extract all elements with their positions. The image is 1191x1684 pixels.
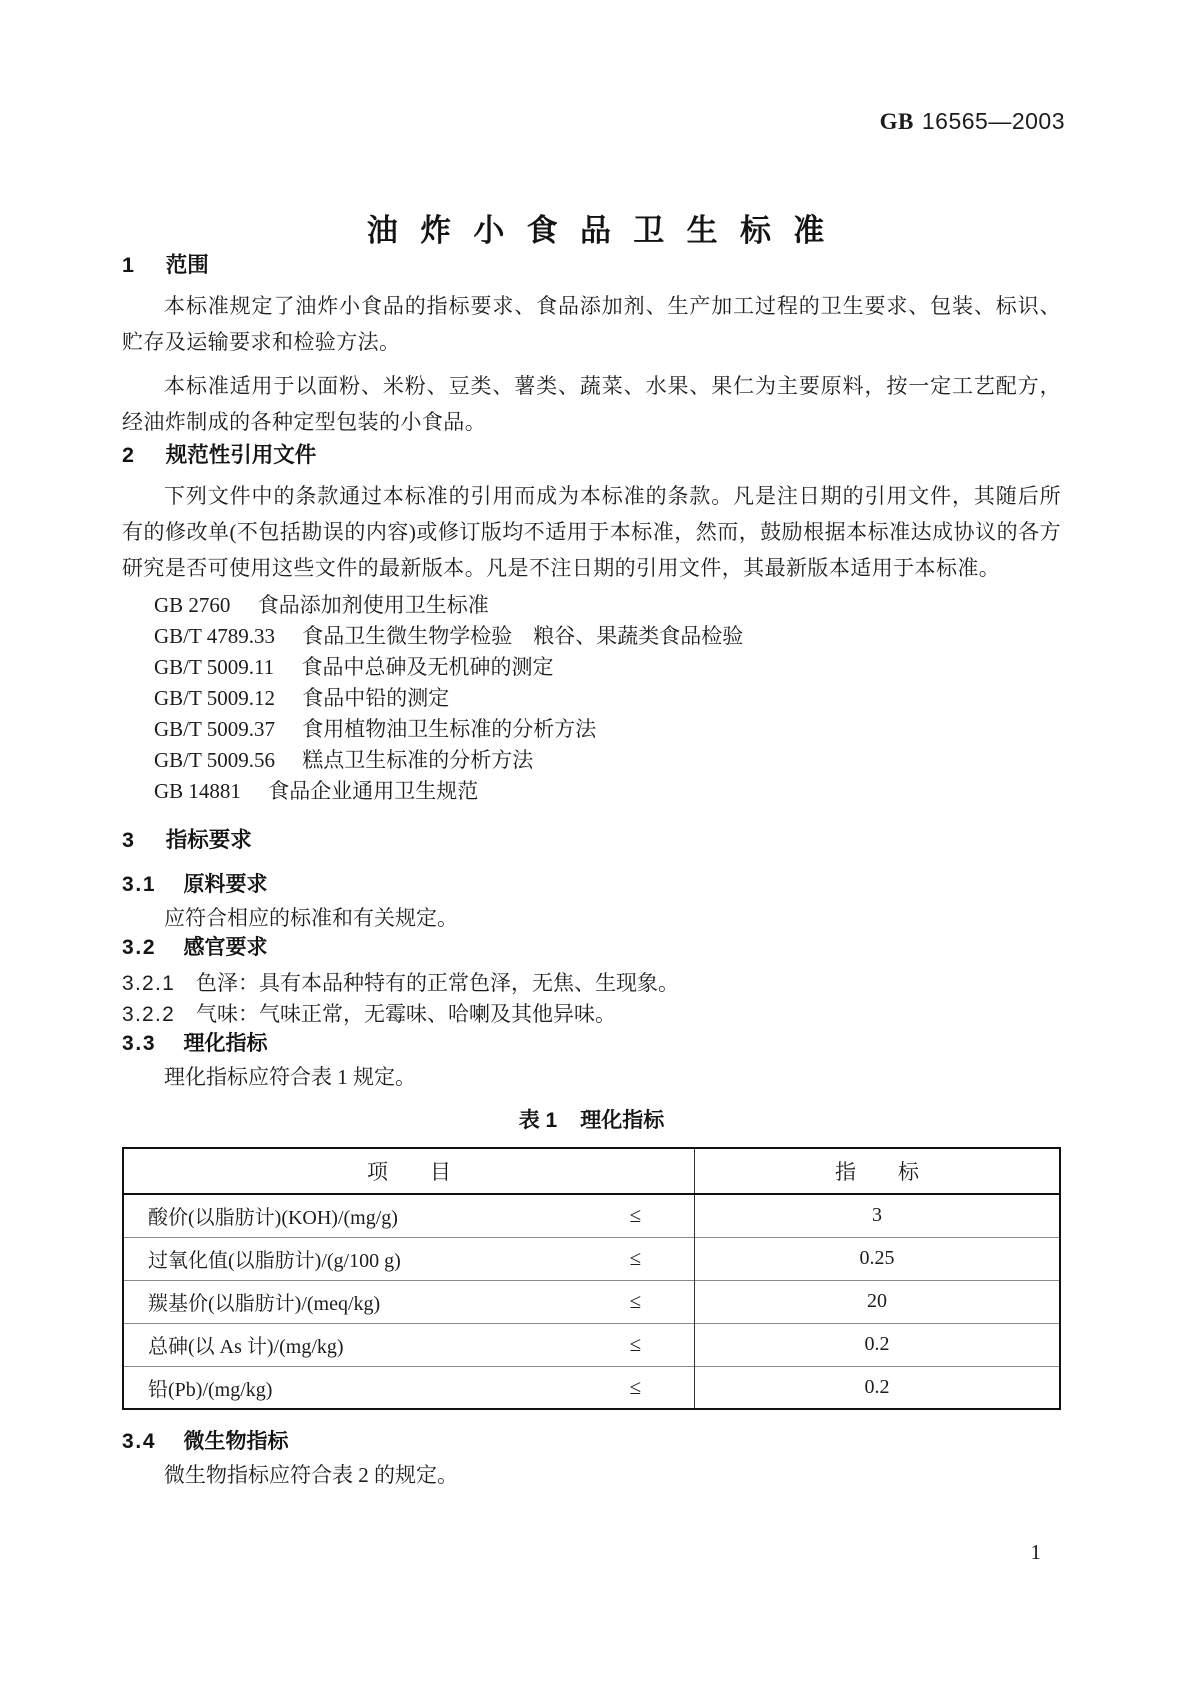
section-3-heading — [122, 825, 1061, 855]
reference-item — [154, 652, 1061, 683]
table-row — [123, 1323, 1060, 1366]
reference-item — [154, 714, 1061, 745]
scope-paragraph-1: 本标准规定了油炸小食品的指标要求、食品添加剂、生产加工过程的卫生要求、包装、标识、贮存及运输要求和检验方法。 — [122, 294, 1061, 354]
section-1-title: 范围 — [165, 253, 209, 277]
section-1-heading — [122, 250, 1061, 280]
table-row — [123, 1237, 1060, 1280]
clause-3-2-2-number: 3.2.2 — [122, 1003, 176, 1026]
section-3-3-heading — [122, 1030, 1061, 1058]
document-body — [0, 250, 1191, 1491]
page-number: 1 — [1030, 1540, 1041, 1564]
row-item-value: 0.2 — [695, 1366, 1060, 1409]
section-3-2-title: 感官要求 — [183, 936, 268, 959]
clause-3-2-1 — [122, 968, 1061, 999]
physicochemical-text: 理化指标应符合表 1 规定。 — [164, 1065, 416, 1089]
section-3-1-heading — [122, 871, 1061, 899]
less-equal-symbol: ≤ — [629, 1374, 642, 1399]
scope-paragraph-2: 本标准适用于以面粉、米粉、豆类、薯类、蔬菜、水果、果仁为主要原料，按一定工艺配方，经油炸制成的各种定型包装的小食品。 — [122, 374, 1061, 434]
raw-material-text: 应符合相应的标准和有关规定。 — [164, 906, 458, 930]
row-item-value: 0.2 — [695, 1323, 1060, 1366]
row-item-value: 3 — [872, 1204, 883, 1227]
reference-item — [154, 776, 1061, 807]
reference-list — [122, 590, 1061, 807]
normative-paragraph: 下列文件中的条款通过本标准的引用而成为本标准的条款。凡是注日期的引用文件，其随后所有的修改单(不包括勘误的内容)或修订版均不适用于本标准，然而，鼓励根据本标准达成协议的各方研究是否可使用这些文件的最新版本。凡是不注日期的引用文件，其最新版本适用于本标准。 — [122, 484, 1061, 580]
section-3-3-title: 理化指标 — [183, 1032, 268, 1055]
reference-code: GB/T 5009.11 — [154, 655, 275, 679]
reference-item — [154, 683, 1061, 714]
reference-item — [154, 745, 1061, 776]
table-header-value: 指 标 — [695, 1148, 1060, 1194]
less-equal-symbol: ≤ — [629, 1332, 642, 1356]
table-row — [123, 1194, 1060, 1237]
reference-code: GB 14881 — [154, 779, 241, 803]
row-item-label: 过氧化值(以脂肪计)/(g/100 g) — [148, 1250, 401, 1272]
section-3-4-number: 3.4 — [122, 1430, 157, 1453]
reference-item — [154, 621, 1061, 652]
less-equal-symbol: ≤ — [629, 1289, 642, 1313]
row-item-label: 总砷(以 As 计)/(mg/kg) — [148, 1336, 344, 1358]
table-row — [123, 1366, 1060, 1409]
section-3-number: 3 — [122, 828, 136, 852]
section-3-3-number: 3.3 — [122, 1032, 157, 1055]
reference-code: GB/T 5009.12 — [154, 686, 275, 710]
table-header-item: 项 目 — [123, 1148, 695, 1194]
section-3-title: 指标要求 — [165, 828, 252, 852]
standard-code-number: 16565—2003 — [921, 108, 1065, 134]
row-item-label: 羰基价(以脂肪计)/(meq/kg) — [148, 1293, 381, 1315]
table-1-caption — [122, 1107, 1061, 1135]
reference-title: 食品中铅的测定 — [302, 686, 450, 710]
table-row — [123, 1280, 1060, 1323]
section-3-4-title: 微生物指标 — [183, 1430, 289, 1453]
section-2-title: 规范性引用文件 — [165, 443, 317, 467]
less-equal-symbol: ≤ — [629, 1246, 642, 1270]
reference-code: GB/T 4789.33 — [154, 624, 275, 648]
less-equal-symbol: ≤ — [629, 1203, 642, 1228]
reference-title: 食品中总砷及无机砷的测定 — [301, 655, 554, 679]
reference-title: 食品企业通用卫生规范 — [268, 779, 479, 803]
clause-3-2-1-number: 3.2.1 — [122, 972, 176, 995]
section-2-number: 2 — [122, 443, 136, 467]
clause-3-2-2-text: 气味：气味正常，无霉味、哈喇及其他异味。 — [196, 1002, 617, 1026]
table-header-row — [123, 1148, 1060, 1194]
section-1-number: 1 — [122, 253, 136, 277]
reference-title: 食用植物油卫生标准的分析方法 — [302, 717, 597, 741]
physicochemical-table — [122, 1147, 1061, 1410]
section-3-4-heading — [122, 1428, 1061, 1456]
reference-title: 食品添加剂使用卫生标准 — [257, 593, 489, 617]
row-item-label: 铅(Pb)/(mg/kg) — [148, 1378, 273, 1401]
section-3-1-number: 3.1 — [122, 873, 157, 896]
table-1-caption-title: 理化指标 — [580, 1109, 665, 1132]
row-item-label: 酸价(以脂肪计)(KOH)/(mg/g) — [148, 1207, 398, 1230]
standard-code-prefix: GB — [879, 109, 914, 134]
microbiological-text: 微生物指标应符合表 2 的规定。 — [164, 1463, 458, 1487]
reference-code: GB/T 5009.37 — [154, 717, 275, 741]
clause-3-2-2 — [122, 999, 1061, 1030]
standard-code — [880, 108, 1065, 135]
reference-title: 糕点卫生标准的分析方法 — [302, 748, 534, 772]
section-3-2-heading — [122, 934, 1061, 962]
section-3-2-number: 3.2 — [122, 936, 157, 959]
row-item-value: 20 — [695, 1280, 1060, 1323]
section-2-heading — [122, 440, 1061, 470]
document-title: 油炸小食品卫生标准 — [366, 213, 847, 248]
reference-code: GB 2760 — [154, 593, 231, 617]
section-3-1-title: 原料要求 — [183, 873, 268, 896]
row-item-value: 0.25 — [695, 1237, 1060, 1280]
reference-code: GB/T 5009.56 — [154, 748, 275, 772]
reference-title: 食品卫生微生物学检验 粮谷、果蔬类食品检验 — [302, 624, 744, 648]
reference-item — [154, 590, 1061, 621]
clause-3-2-1-text: 色泽：具有本品种特有的正常色泽，无焦、生现象。 — [196, 971, 680, 995]
table-1-caption-label: 表 1 — [518, 1109, 558, 1132]
